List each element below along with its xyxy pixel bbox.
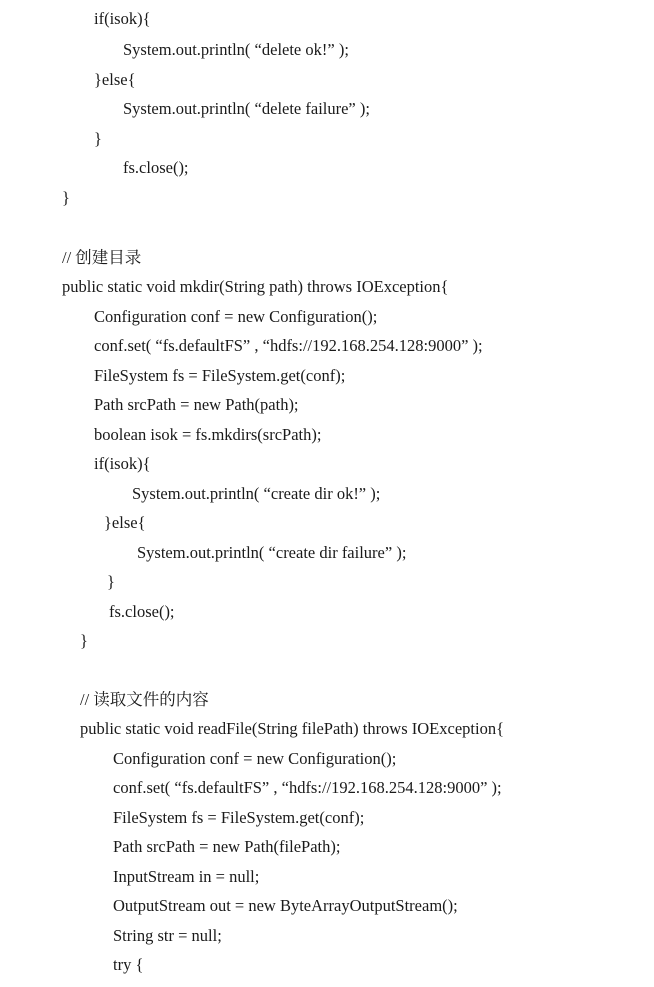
code-comment: // 读取文件的内容	[80, 690, 209, 709]
code-line: conf.set( “fs.defaultFS” , “hdfs://192.168.254.128:9000” );	[113, 778, 502, 797]
code-line: public static void readFile(String filePath) throws IOException{	[80, 719, 504, 738]
code-comment: // 创建目录	[62, 248, 142, 267]
code-line: Configuration conf = new Configuration();	[94, 307, 378, 326]
code-line: public static void mkdir(String path) throws IOException{	[62, 277, 449, 296]
code-line: InputStream in = null;	[113, 867, 260, 886]
code-line: String str = null;	[113, 926, 222, 945]
code-line: System.out.println( “delete ok!” );	[123, 40, 349, 59]
code-line: }	[94, 129, 102, 148]
code-line: Path srcPath = new Path(filePath);	[113, 837, 341, 856]
code-line: FileSystem fs = FileSystem.get(conf);	[113, 808, 365, 827]
code-line: FileSystem fs = FileSystem.get(conf);	[94, 366, 346, 385]
code-line: boolean isok = fs.mkdirs(srcPath);	[94, 425, 322, 444]
code-line: fs.close();	[123, 158, 189, 177]
code-line: }else{	[104, 513, 146, 532]
code-line: OutputStream out = new ByteArrayOutputStream();	[113, 896, 458, 915]
code-line: Configuration conf = new Configuration();	[113, 749, 397, 768]
code-line: fs.close();	[109, 602, 175, 621]
code-line: System.out.println( “create dir failure” );	[137, 543, 407, 562]
code-line: System.out.println( “delete failure” );	[123, 99, 370, 118]
code-line: }	[80, 631, 88, 650]
code-line: }else{	[94, 70, 136, 89]
code-line: conf.set( “fs.defaultFS” , “hdfs://192.168.254.128:9000” );	[94, 336, 483, 355]
code-line: if(isok){	[94, 454, 151, 473]
code-line: Path srcPath = new Path(path);	[94, 395, 299, 414]
code-line: System.out.println( “create dir ok!” );	[132, 484, 381, 503]
code-line: }	[107, 572, 115, 591]
code-line: }	[62, 188, 70, 207]
code-line: if(isok){	[94, 9, 151, 28]
code-line: try {	[113, 955, 144, 974]
